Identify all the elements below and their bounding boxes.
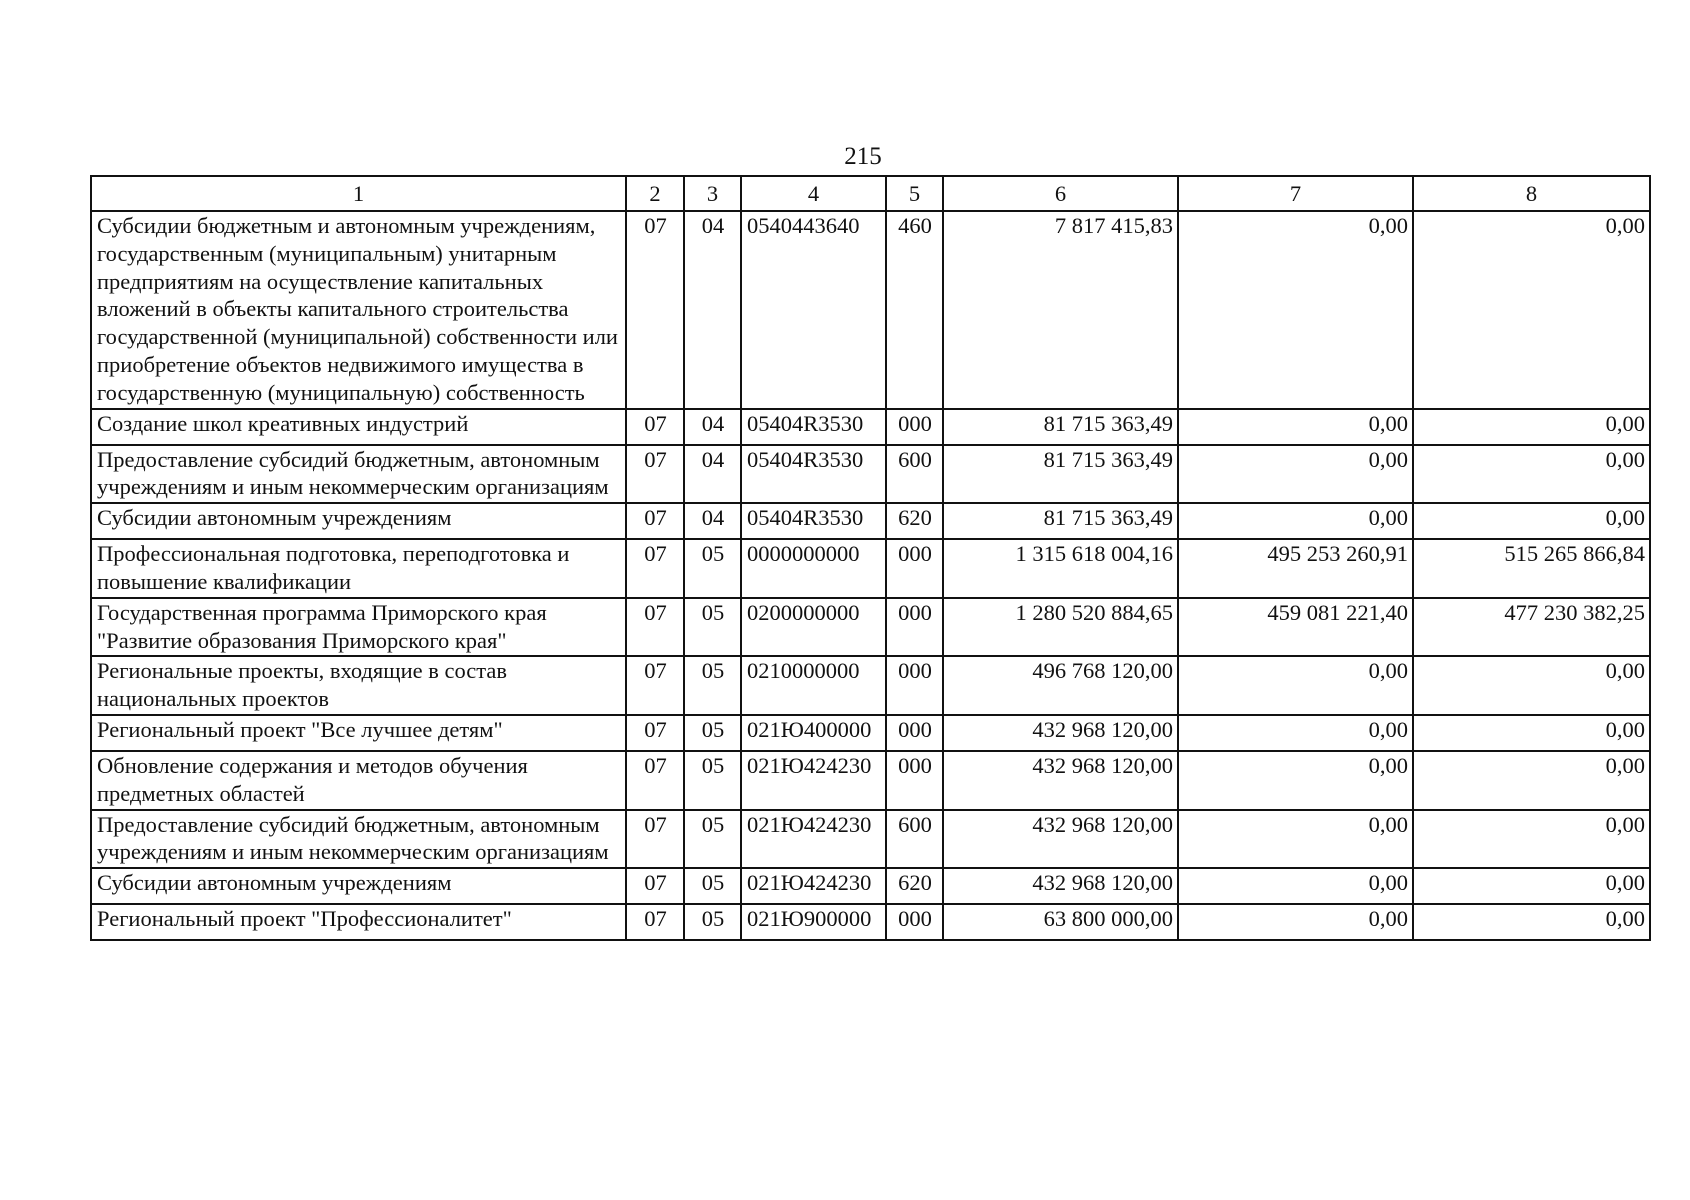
expense-type-code: 000 (886, 904, 943, 940)
item-name: Обновление содержания и методов обучения предметных областей (91, 751, 626, 810)
section-code: 07 (626, 211, 684, 409)
item-name: Региональные проекты, входящие в состав национальных проектов (91, 656, 626, 715)
amount-column-7: 0,00 (1178, 211, 1413, 409)
amount-column-8: 0,00 (1413, 904, 1650, 940)
section-code: 07 (626, 598, 684, 657)
target-article-code: 0210000000 (741, 656, 886, 715)
amount-column-8: 0,00 (1413, 656, 1650, 715)
target-article-code: 021Ю900000 (741, 904, 886, 940)
amount-column-8: 0,00 (1413, 715, 1650, 751)
target-article-code: 021Ю424230 (741, 810, 886, 869)
subsection-code: 04 (684, 409, 741, 445)
amount-column-7: 0,00 (1178, 656, 1413, 715)
item-name: Государственная программа Приморского края "Развитие образования Приморского края" (91, 598, 626, 657)
table-row (91, 409, 1650, 445)
amount-column-7: 0,00 (1178, 904, 1413, 940)
table-row (91, 715, 1650, 751)
item-name: Субсидии автономным учреждениям (91, 868, 626, 904)
amount-column-6: 432 968 120,00 (943, 810, 1178, 869)
amount-column-7: 0,00 (1178, 445, 1413, 504)
amount-column-8: 515 265 866,84 (1413, 539, 1650, 598)
amount-column-6: 81 715 363,49 (943, 445, 1178, 504)
table-row (91, 211, 1650, 409)
section-code: 07 (626, 715, 684, 751)
target-article-code: 05404R3530 (741, 445, 886, 504)
table-row (91, 503, 1650, 539)
amount-column-7: 0,00 (1178, 868, 1413, 904)
amount-column-6: 432 968 120,00 (943, 715, 1178, 751)
expense-type-code: 000 (886, 751, 943, 810)
amount-column-6: 432 968 120,00 (943, 751, 1178, 810)
subsection-code: 05 (684, 715, 741, 751)
item-name: Субсидии бюджетным и автономным учреждениям, государственным (муниципальным) унитарным предприятиям на осуществление капитальных вложений в объекты капитального строительства государственной (муниципальной) собственности или приобретение объектов недвижимого имущества в государственную (муниципальную) собственность (91, 211, 626, 409)
target-article-code: 05404R3530 (741, 409, 886, 445)
column-header: 7 (1178, 176, 1413, 211)
section-code: 07 (626, 445, 684, 504)
amount-column-6: 432 968 120,00 (943, 868, 1178, 904)
subsection-code: 05 (684, 539, 741, 598)
table-row (91, 539, 1650, 598)
table-row (91, 445, 1650, 504)
item-name: Предоставление субсидий бюджетным, автономным учреждениям и иным некоммерческим организациям (91, 810, 626, 869)
budget-table (90, 175, 1651, 941)
amount-column-7: 459 081 221,40 (1178, 598, 1413, 657)
amount-column-7: 0,00 (1178, 810, 1413, 869)
amount-column-6: 1 315 618 004,16 (943, 539, 1178, 598)
header-row (91, 176, 1650, 211)
item-name: Предоставление субсидий бюджетным, автономным учреждениям и иным некоммерческим организациям (91, 445, 626, 504)
expense-type-code: 000 (886, 656, 943, 715)
expense-type-code: 000 (886, 598, 943, 657)
item-name: Создание школ креативных индустрий (91, 409, 626, 445)
item-name: Профессиональная подготовка, переподготовка и повышение квалификации (91, 539, 626, 598)
target-article-code: 021Ю424230 (741, 868, 886, 904)
amount-column-6: 7 817 415,83 (943, 211, 1178, 409)
expense-type-code: 600 (886, 810, 943, 869)
table-row (91, 904, 1650, 940)
section-code: 07 (626, 810, 684, 869)
subsection-code: 05 (684, 904, 741, 940)
subsection-code: 05 (684, 810, 741, 869)
amount-column-8: 477 230 382,25 (1413, 598, 1650, 657)
column-header: 1 (91, 176, 626, 211)
section-code: 07 (626, 868, 684, 904)
expense-type-code: 000 (886, 539, 943, 598)
amount-column-7: 0,00 (1178, 409, 1413, 445)
column-header: 4 (741, 176, 886, 211)
table-row (91, 810, 1650, 869)
target-article-code: 0540443640 (741, 211, 886, 409)
subsection-code: 04 (684, 503, 741, 539)
column-header: 8 (1413, 176, 1650, 211)
amount-column-6: 81 715 363,49 (943, 409, 1178, 445)
amount-column-8: 0,00 (1413, 751, 1650, 810)
section-code: 07 (626, 904, 684, 940)
amount-column-7: 0,00 (1178, 715, 1413, 751)
subsection-code: 05 (684, 868, 741, 904)
table-row (91, 598, 1650, 657)
target-article-code: 021Ю424230 (741, 751, 886, 810)
amount-column-8: 0,00 (1413, 810, 1650, 869)
section-code: 07 (626, 539, 684, 598)
table-row (91, 751, 1650, 810)
expense-type-code: 460 (886, 211, 943, 409)
amount-column-6: 81 715 363,49 (943, 503, 1178, 539)
subsection-code: 05 (684, 598, 741, 657)
amount-column-8: 0,00 (1413, 445, 1650, 504)
item-name: Региональный проект "Все лучшее детям" (91, 715, 626, 751)
amount-column-6: 1 280 520 884,65 (943, 598, 1178, 657)
expense-type-code: 000 (886, 715, 943, 751)
column-header: 3 (684, 176, 741, 211)
subsection-code: 05 (684, 751, 741, 810)
expense-type-code: 600 (886, 445, 943, 504)
section-code: 07 (626, 656, 684, 715)
amount-column-8: 0,00 (1413, 409, 1650, 445)
item-name: Субсидии автономным учреждениям (91, 503, 626, 539)
amount-column-8: 0,00 (1413, 503, 1650, 539)
amount-column-7: 495 253 260,91 (1178, 539, 1413, 598)
amount-column-7: 0,00 (1178, 751, 1413, 810)
column-header: 5 (886, 176, 943, 211)
amount-column-8: 0,00 (1413, 211, 1650, 409)
subsection-code: 04 (684, 211, 741, 409)
section-code: 07 (626, 751, 684, 810)
table-body (91, 211, 1650, 940)
expense-type-code: 000 (886, 409, 943, 445)
subsection-code: 05 (684, 656, 741, 715)
target-article-code: 0000000000 (741, 539, 886, 598)
target-article-code: 021Ю400000 (741, 715, 886, 751)
column-header: 2 (626, 176, 684, 211)
page-number: 215 (844, 143, 882, 170)
column-header: 6 (943, 176, 1178, 211)
subsection-code: 04 (684, 445, 741, 504)
section-code: 07 (626, 409, 684, 445)
section-code: 07 (626, 503, 684, 539)
target-article-code: 05404R3530 (741, 503, 886, 539)
item-name: Региональный проект "Профессионалитет" (91, 904, 626, 940)
expense-type-code: 620 (886, 503, 943, 539)
amount-column-6: 63 800 000,00 (943, 904, 1178, 940)
table-row (91, 868, 1650, 904)
amount-column-7: 0,00 (1178, 503, 1413, 539)
amount-column-8: 0,00 (1413, 868, 1650, 904)
target-article-code: 0200000000 (741, 598, 886, 657)
table-row (91, 656, 1650, 715)
expense-type-code: 620 (886, 868, 943, 904)
amount-column-6: 496 768 120,00 (943, 656, 1178, 715)
